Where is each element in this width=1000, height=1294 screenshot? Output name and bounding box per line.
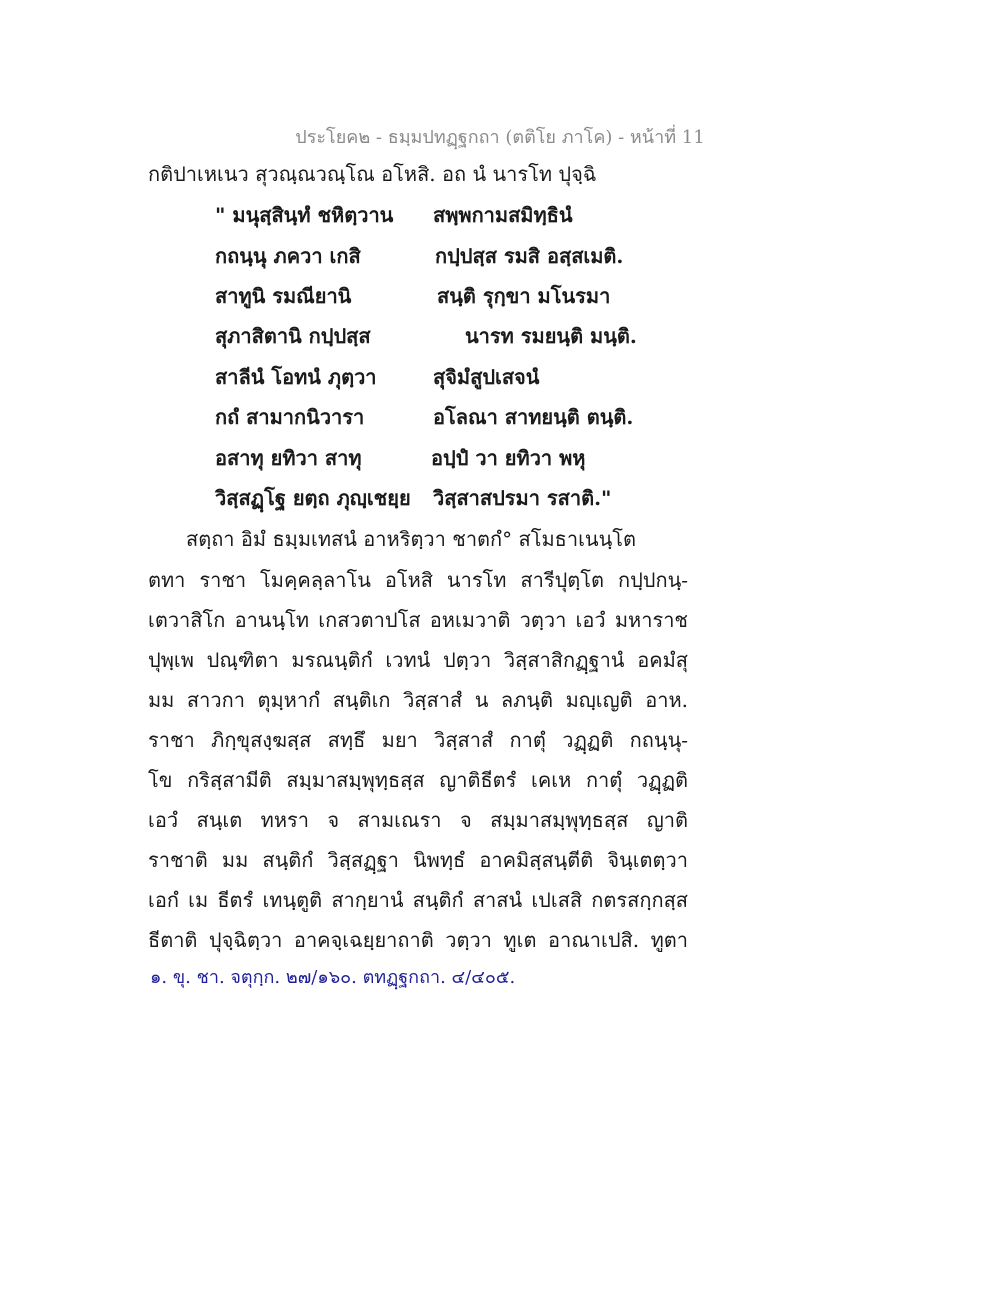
verse-second-half: อปฺปํ วา ยทิวา พหุ (431, 446, 586, 470)
verse-first-half: สาลีนํ โอทนํ ภุตฺวา (215, 365, 377, 389)
verse-first-half: อสาทุ ยทิวา สาทุ (215, 446, 362, 470)
page-header: ประโยค๒ - ธมฺมปทฏฺฐกถา (ตติโย ภาโค) - หน้าที่ 11 (295, 127, 705, 148)
body-line: โข กริสฺสามีติ สมฺมาสมฺพุทฺธสฺส ญาติธีตรํ เคเห กาตุํ วฏฺฏติ (148, 768, 688, 792)
verse-second-half: วิสฺสาสปรมา รสาติ." (433, 486, 612, 510)
verse-second-half: นารท รมยนฺติ มนฺติ. (465, 324, 637, 348)
verse-second-half: กปฺปสฺส รมสิ อสฺสเมติ. (435, 244, 624, 268)
verse-first-half: กถํ สามากนิวารา (215, 405, 365, 429)
footnote: ๑. ขุ. ชา. จตุกฺก. ๒๗/๑๖๐. ตทฏฺฐกถา. ๔/๔๐๕. (150, 967, 516, 988)
verse-second-half: สนฺติ รุกฺขา มโนรมา (437, 284, 611, 308)
body-line: สตฺถา อิมํ ธมฺมเทสนํ อาหริตฺวา ชาตกํ° สโมธาเนนฺโต (186, 527, 636, 551)
body-line: มม สาวกา ตุมฺหากํ สนฺติเก วิสฺสาสํ น ลภนฺติ มญฺเญติ อาห. (148, 688, 688, 712)
verse-first-half: " มนุสฺสินฺทํ ชหิตฺวาน (215, 203, 394, 227)
body-line: ราชาติ มม สนฺติกํ วิสฺสฏฺฐา นิพทฺธํ อาคมิสฺสนฺตีติ จินฺเตตฺวา (148, 848, 688, 872)
verse-first-half: สาทูนิ รมณียานิ (215, 284, 352, 308)
body-line: ราชา ภิกฺขุสงฺฆสฺส สทฺธึ มยา วิสฺสาสํ กาตุํ วฏฺฏติ กถนฺนุ- (148, 728, 688, 752)
body-line: ธีตาติ ปุจฺฉิตฺวา อาคจฺเฉยฺยาถาติ วตฺวา ทูเต อาณาเปสิ. ทูตา (148, 928, 688, 952)
verse-first-half: สุภาสิตานิ กปฺปสฺส (215, 324, 371, 348)
body-line: ปุพฺเพ ปณฺฑิตา มรณนฺติกํ เวทนํ ปตฺวา วิสฺสาสิกฏฺฐานํ อคมํสุ (148, 648, 688, 672)
body-line: เอกํ เม ธีตรํ เทนฺตูติ สากฺยานํ สนฺติกํ สาสนํ เปเสสิ กตรสกฺกสฺส (148, 888, 688, 912)
verse-first-half: กถนฺนุ ภควา เกสิ (215, 244, 361, 268)
verse-first-half: วิสฺสฏฺโฐ ยตฺถ ภุญฺเชยฺย (215, 486, 411, 510)
body-line: ตทา ราชา โมคฺคลฺลาโน อโหสิ นารโท สารีปุตฺโต กปฺปกนฺ- (148, 568, 688, 592)
verse-second-half: สพฺพกามสมิทฺธินํ (433, 203, 573, 227)
body-line: เตวาสิโก อานนฺโท เกสวตาปโส อหเมวาติ วตฺวา เอวํ มหาราช (148, 608, 688, 632)
verse-second-half: อโลณา สาทยนฺติ ตนฺติ. (433, 405, 634, 429)
body-line: เอวํ สนฺเต ทหรา จ สามเณรา จ สมฺมาสมฺพุทฺธสฺส ญาติ (148, 808, 688, 832)
verse-second-half: สุจิมํสูปเสจนํ (433, 365, 540, 389)
intro-line: กติปาเหเนว สุวณฺณวณฺโณ อโหสิ. อถ นํ นารโท ปุจฺฉิ (148, 162, 597, 186)
